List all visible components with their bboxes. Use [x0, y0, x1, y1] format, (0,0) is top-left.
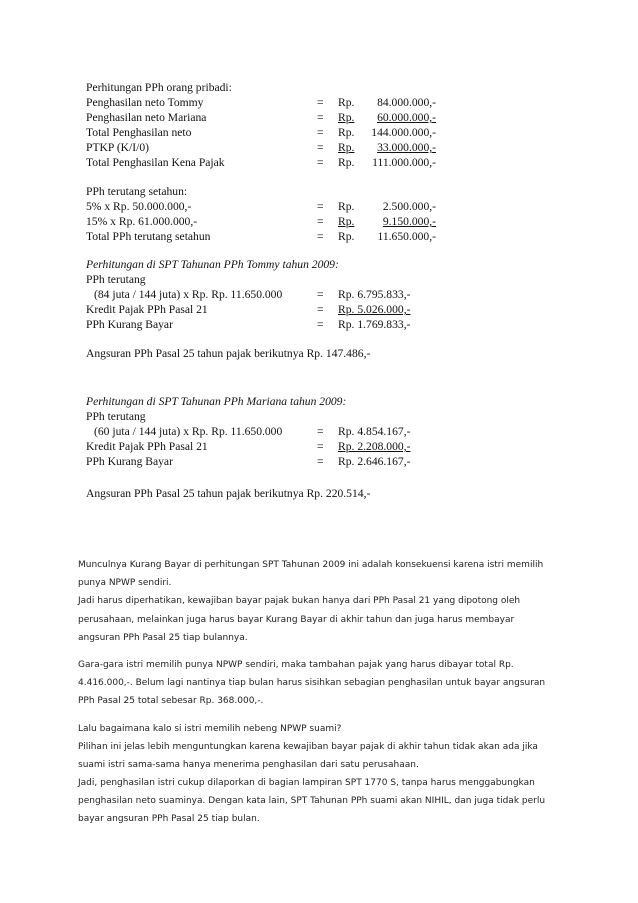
- p1-line: perusahaan, melainkan juga harus bayar Kurang Bayar di akhir tahun dan juga harus membayar: [78, 614, 515, 625]
- mariana-pph-terutang: PPh terutang: [86, 410, 146, 423]
- tommy-angsuran: Angsuran PPh Pasal 25 tahun pajak berikutnya Rp. 147.486,-: [86, 347, 371, 360]
- p3-line: penghasilan neto suaminya. Dengan kata lain, SPT Tahunan PPh suami akan NIHIL, dan juga tidak perlu: [78, 796, 546, 807]
- p1-line: punya NPWP sendiri.: [78, 578, 172, 589]
- row-neto-mariana: Penghasilan neto Mariana = Rp. 60.000.000,-: [86, 111, 436, 124]
- p2-line: 4.416.000,-. Belum lagi nantinya tiap bulan harus sisihkan sebagian penghasilan untuk bayar angsuran: [78, 678, 546, 689]
- tommy-calc-row: (84 juta / 144 juta) x Rp. Rp. 11.650.000 = Rp. 6.795.833,-: [94, 288, 411, 301]
- paragraph-gap: [78, 647, 564, 656]
- p3-line: Jadi, penghasilan istri cukup dilaporkan di bagian lampiran SPT 1770 S, tanpa harus menggabungkan: [78, 778, 535, 789]
- p3-line: Pilihan ini jelas lebih menguntungkan karena kewajiban bayar pajak di akhir tahun tidak akan ada jika: [78, 741, 538, 752]
- p3-line: bayar angsuran PPh Pasal 25 tiap bulan.: [78, 814, 260, 825]
- paragraph-gap: [78, 711, 564, 720]
- p2-line: Gara-gara istri memilih punya NPWP sendiri, maka tambahan pajak yang harus dibayar total Rp.: [78, 659, 514, 670]
- p1-line: angsuran PPh Pasal 25 tiap bulannya.: [78, 632, 248, 643]
- row-neto-tommy: Penghasilan neto Tommy = Rp. 84.000.000,-: [86, 96, 436, 109]
- heading-pribadi: Perhitungan PPh orang pribadi:: [86, 81, 232, 94]
- row-total-neto: Total Penghasilan neto = Rp. 144.000.000,-: [86, 126, 436, 139]
- article-body: [78, 556, 564, 829]
- tommy-pph-terutang: PPh terutang: [86, 273, 146, 286]
- row-tarif-15: 15% x Rp. 61.000.000,- = Rp. 9.150.000,-: [86, 215, 436, 228]
- p1-line: Jadi harus diperhatikan, kewajiban bayar pajak bukan hanya dari PPh Pasal 21 yang dipotong oleh: [78, 596, 521, 607]
- mariana-calc-row: (60 juta / 144 juta) x Rp. Rp. 11.650.000 = Rp. 4.854.167,-: [94, 425, 411, 438]
- p3-line: suami istri sama-sama hanya menerima penghasilan dari satu perusahaan.: [78, 759, 419, 770]
- heading-mariana: Perhitungan di SPT Tahunan PPh Mariana tahun 2009:: [86, 395, 347, 408]
- row-total-terutang: Total PPh terutang setahun = Rp. 11.650.000,-: [86, 230, 436, 243]
- tommy-kredit-row: Kredit Pajak PPh Pasal 21 = Rp. 5.026.000,-: [86, 303, 411, 316]
- mariana-kredit-row: Kredit Pajak PPh Pasal 21 = Rp. 2.208.000,-: [86, 440, 411, 453]
- p1-line: Munculnya Kurang Bayar di perhitungan SPT Tahunan 2009 ini adalah konsekuensi karena istri memilih: [78, 560, 544, 570]
- tommy-kurang-bayar-row: PPh Kurang Bayar = Rp. 1.769.833,-: [86, 318, 411, 331]
- row-tarif-5: 5% x Rp. 50.000.000,- = Rp. 2.500.000,-: [86, 200, 436, 213]
- tax-calculation-image: [76, 74, 460, 521]
- heading-terutang: PPh terutang setahun:: [86, 185, 188, 198]
- row-total-pkp: Total Penghasilan Kena Pajak = Rp. 111.000.000,-: [86, 156, 436, 169]
- heading-tommy: Perhitungan di SPT Tahunan PPh Tommy tahun 2009:: [86, 258, 339, 271]
- row-ptkp: PTKP (K/I/0) = Rp. 33.000.000,-: [86, 141, 436, 154]
- mariana-angsuran: Angsuran PPh Pasal 25 tahun pajak berikutnya Rp. 220.514,-: [86, 487, 371, 500]
- mariana-kurang-bayar-row: PPh Kurang Bayar = Rp. 2.646.167,-: [86, 455, 411, 468]
- p3-line: Lalu bagaimana kalo si istri memilih nebeng NPWP suami?: [78, 723, 342, 734]
- p2-line: PPh Pasal 25 total sebesar Rp. 368.000,-.: [78, 696, 264, 707]
